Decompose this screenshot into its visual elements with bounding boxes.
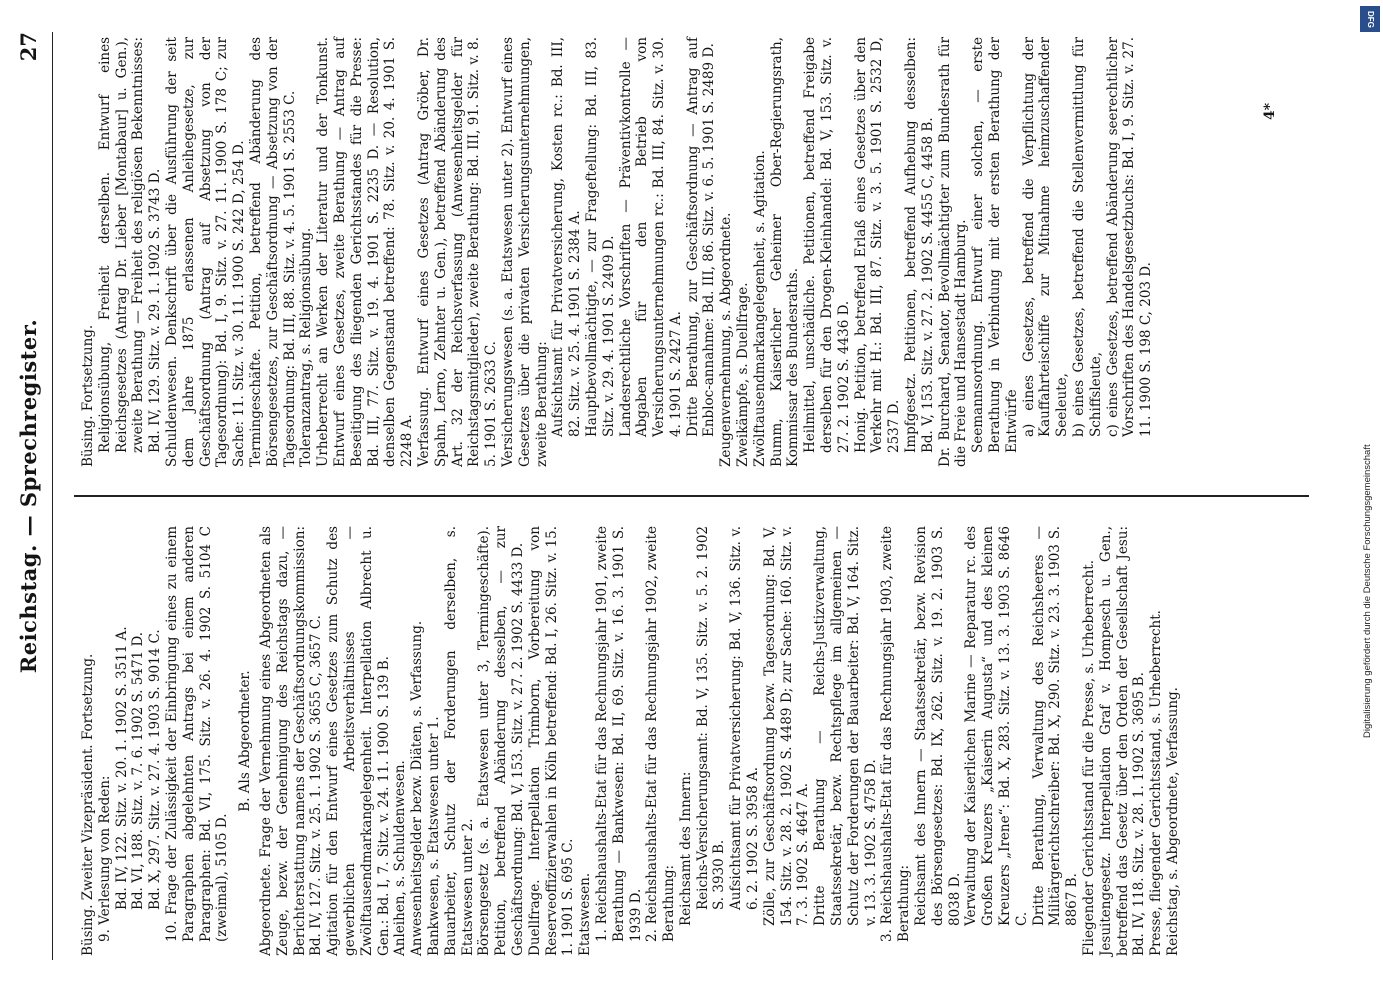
left-column-entry: Reichsamt des Innern — Staatssekretär, bezw. Revision des Börsengesetzes: Bd. IX, 262. Sitz. v. 19. 2. 1903 S. 8038 D.: [913, 526, 963, 926]
right-column: [80, 37, 1155, 467]
page-number: 27: [16, 32, 41, 62]
right-column-entry: Religionsübung, Freiheit derselben. Entwurf eines Reichsgesetzes (Antrag Dr. Lieber [Montabaur] u. Gen.), zweite Berathung — Freiheit des religiösen Bekenntnisses: Bd. IV, 129. Sitz. v. 29. 1. 1902 S. 3743 D.: [96, 37, 164, 453]
left-column-entry: Börsengesetz (s. a. Etatswesen unter 3, Termingeschäfte). Petition, betreffend Abänderung desselben, — zur Geschäftsordnung: Bd. V, 153. Sitz. v. 27. 2. 1902 S. 4433 D.: [476, 526, 526, 956]
left-column-entry: Etatswesen.: [577, 872, 594, 956]
left-column-entry: B. Als Abgeordneter.: [237, 670, 254, 812]
column-divider: [74, 495, 1309, 497]
left-column-entry: Bankwesen, s. Etatswesen unter 1.: [425, 716, 442, 956]
left-column-entry: 3. Reichshaushalts-Etat für das Rechnungsjahr 1903, zweite Berathung:: [879, 526, 913, 942]
left-column-entry: Fliegender Gerichtsstand für die Presse, s. Urheberrecht.: [1081, 559, 1098, 956]
right-column-entry: Bumm, Kaiserlicher Geheimer Ober-Regierungsrath, Kommissar des Bundesraths.: [768, 37, 802, 467]
right-column-entry: Zweikämpfe, s. Duellfrage.: [735, 282, 752, 467]
right-column-entry: Schuldenwesen. Denkschrift über die Ausführung der seit dem Jahre 1875 erlassenen Anleihegesetze, zur Geschäftsordnung (Antrag auf Absetzung von der Tagesordnung): Bd. I, 9. Sitz. v. 27. 11. 1900 S. 178 C; zur Sache: 11. Sitz. v. 30. 11. 1900 S. 242 D, 254 D.: [163, 37, 248, 467]
left-column-entry: Aufsichtsamt für Privatversicherung: Bd. V, 136. Sitz. v. 6. 2. 1902 S. 3958 A.: [728, 526, 762, 910]
right-column-entry: Zeugenvernehmung, s. Abgeordnete.: [718, 212, 735, 467]
signature-marker: 4*: [1262, 102, 1278, 120]
dfg-logo: DFG: [1360, 6, 1380, 32]
left-column-entry: Bd. IV, 122. Sitz. v. 20. 1. 1902 S. 3511 A.: [113, 626, 130, 910]
left-column-entry: Bd. VI, 188. Sitz. v. 7. 6. 1902 S. 5471 D.: [130, 631, 147, 910]
right-column-entry: b) eines Gesetzes, betreffend die Stellenvermittlung für Schiffsleute,: [1071, 37, 1104, 437]
left-column-entry: Reichstag, s. Abgeordnete, Verfassung.: [1165, 687, 1181, 956]
right-column-entry: Honig. Petition, betreffend Erlaß eines Gesetzes über den Verkehr mit H.: Bd. III, 87. Sitz. v. 3. 5. 1901 S. 2532 D, 2537 D.: [852, 37, 903, 453]
right-column-entry: Aufsichtsamt für Privatversicherung, Kosten rc.: Bd. III, 82. Sitz. v. 25. 4. 1901 S. 2384 A.: [550, 37, 584, 437]
running-head-right: Sprechregister.: [16, 318, 41, 508]
right-column-entry: Heilmittel, unschädliche. Petitionen, betreffend Freigabe derselben für den Drogen-Kleinhandel: Bd. V, 153. Sitz. v. 27. 2. 1902 S. 4436 D.: [802, 37, 852, 453]
header-rule: [52, 32, 53, 960]
left-column-entry: Anleihen, s. Schuldenwesen.: [392, 760, 409, 956]
right-column-entry: Toleranzantrag, s. Religionsübung.: [298, 227, 315, 467]
running-head-title: [16, 32, 41, 960]
left-column-entry: 9. Verlesung von Reden:: [96, 775, 113, 942]
left-column-entry: Duellfrage. Interpellation Trimborn, Vorbereitung von Reserveoffizierwahlen in Köln betreffend: Bd. I, 26. Sitz. v. 15. 1. 1901 S. 695 C.: [526, 526, 577, 956]
left-column-entry: Zölle, zur Geschäftsordnung bezw. Tagesordnung: Bd. V, 154. Sitz. v. 28. 2. 1902 S. 4489 D; zur Sache: 160. Sitz. v. 7. 3. 1902 S. 4647 A.: [761, 526, 812, 926]
running-head-dash: —: [16, 514, 41, 537]
right-column-entry: Termingeschäfte. Petition, betreffend Abänderung des Börsengesetzes, zur Geschäftsordnung — Absetzung von der Tagesordnung: Bd. III, 88. Sitz. v. 4. 5. 1901 S. 2553 C.: [247, 37, 298, 467]
left-column-entry: Anwesenheitsgelder bezw. Diäten, s. Verfassung.: [409, 620, 426, 956]
right-column-entry: Impfgesetz. Petitionen, betreffend Aufhebung desselben: Bd. V, 153. Sitz. v. 27. 2. 1902 S. 4455 C, 4458 B.: [903, 37, 936, 453]
right-column-entry: Landesrechtliche Vorschriften — Präventivkontrolle — Abgaben für den Betrieb von Versicherungsunternehmungen rc.: Bd. III, 84. Sitz. v. 30. 4. 1901 S. 2427 A.: [617, 37, 684, 437]
right-column-entry: c) eines Gesetzes, betreffend Abänderung seerechtlicher Vorschriften des Handelsgesetzbuchs: Bd. I, 9. Sitz. v. 27. 11. 1900 S. 198 C, 203 D.: [1104, 37, 1155, 437]
right-column-entry: Dr. Burchard, Senator, Bevollmächtigter zum Bundesrath für die Freie und Hansestadt Hamburg.: [936, 37, 970, 467]
left-column-entry: Reichsamt des Innern:: [677, 771, 694, 926]
left-column-entry: 1. Reichshaushalts-Etat für das Rechnungsjahr 1901, zweite Berathung — Bankwesen: Bd. II, 69. Sitz. v. 16. 3. 1901 S. 1939 D.: [593, 526, 644, 942]
left-column-entry: Büsing. Zweiter Vizepräsident. Fortsetzung.: [80, 653, 96, 956]
left-column-entry: Bd. X, 297. Sitz. v. 27. 4. 1903 S. 9014 C.: [147, 629, 164, 910]
left-column-entry: Bauarbeiter, Schutz der Forderungen derselben, s. Etatswesen unter 2.: [442, 526, 476, 956]
left-column-entry: Dritte Berathung — Reichs-Justizverwaltung, Staatssekretär, bezw. Rechtspflege im allgemeinen — Schutz der Forderungen der Bauarbeiter: Bd. V, 164. Sitz. v. 13. 3. 1902 S. 4758 D.: [812, 526, 879, 926]
right-column-entry: Seemannsordnung. Entwurf einer solchen, — erste Berathung in Verbindung mit der ersten Berathung der Entwürfe: [970, 37, 1020, 453]
left-column-entry: Verwaltung der Kaiserlichen Marine — Reparatur rc. des Großen Kreuzers „Kaiserin Augusta“ und des kleinen Kreuzers „Irene“: Bd. X, 283. Sitz. v. 13. 3. 1903 S. 8646 C.: [963, 526, 1030, 926]
digitization-notice: Digitalisierung gefördert durch die Deutsche Forschungsgemeinschaft: [1362, 444, 1373, 738]
left-column-entry: Reichs-Versicherungsamt: Bd. V, 135. Sitz. v. 5. 2. 1902 S. 3930 B.: [694, 526, 728, 910]
right-column-entry: Urheberrecht an Werken der Literatur und der Tonkunst. Entwurf eines Gesetzes, zweite Berathung — Antrag auf Beseitigung des fliegenden Gerichtsstandes für die Presse: Bd. III, 77. Sitz. v. 19. 4. 1901 S. 2235 D. — Resolution, denselben Gegenstand betreffend: 78. Sitz. v. 20. 4. 1901 S. 2248 A.: [315, 37, 416, 467]
left-column-entry: Abgeordnete. Frage der Vernehmung eines Abgeordneten als Zeuge, bezw. der Genehmigung des Reichstags dazu, — Berichterstattung namens der Geschäftsordnungskommission: Bd. IV, 127. Sitz. v. 25. 1. 1902 S. 3655 C, 3657 C.: [257, 526, 325, 956]
left-column-entry: Dritte Berathung, Verwaltung des Reichsheeres — Militärgerichtschreiber: Bd. X, 290. Sitz. v. 23. 3. 1903 S. 8867 B.: [1030, 526, 1081, 926]
left-column-entry: 2. Reichshaushalts-Etat für das Rechnungsjahr 1902, zweite Berathung:: [644, 526, 678, 942]
right-column-entry: Versicherungswesen (s. a. Etatswesen unter 2). Entwurf eines Gesetzes über die privaten Versicherungsunternehmungen, zweite Berathung:: [499, 37, 550, 467]
left-column-entry: Jesuitengesetz. Interpellation Graf v. Hompesch u. Gen., betreffend das Gesetz über den Orden der Gesellschaft Jesu: Bd. IV, 118. Sitz. v. 28. 1. 1902 S. 3695 B.: [1097, 526, 1148, 956]
right-column-entry: a) eines Gesetzes, betreffend die Verpflichtung der Kauffahrteischiffe zur Mitnahme heimzuschaffender Seeleute,: [1020, 37, 1071, 437]
left-column: [80, 526, 1182, 956]
left-column-entry: 10. Frage der Zulässigkeit der Einbringung eines zu einem Paragraphen abgelehnten Antrags bei einem anderen Paragraphen: Bd. VI, 175. Sitz. v. 26. 4. 1902 S. 5104 C (zweimal), 5105 D.: [163, 526, 231, 942]
left-column-entry: Agitation für den Entwurf eines Gesetzes zum Schutz des gewerblichen Arbeitsverhältnisses — Zwölftausendmarkangelegenheit. Interpellation Albrecht u. Gen.: Bd. I, 7. Sitz. v. 24. 11. 1900 S. 139 B.: [325, 526, 392, 956]
left-column-entry: Presse, fliegender Gerichtsstand, s. Urheberrecht.: [1148, 610, 1165, 956]
digitization-strip: [1358, 0, 1383, 1000]
right-column-entry: Hauptbevollmächtigte, — zur Frageftellung: Bd. III, 83. Sitz. v. 29. 4. 1901 S. 2409 D.: [583, 37, 617, 437]
right-column-entry: Zwölftausendmarkangelegenheit, s. Agitation.: [751, 150, 768, 467]
right-column-entry: Büsing. Fortsetzung.: [80, 324, 96, 467]
running-head-left: Reichstag.: [16, 544, 41, 674]
right-column-entry: Verfassung. Entwurf eines Gesetzes (Antrag Gröber, Dr. Spahn, Lerno, Zehnter u. Gen.), betreffend Abänderung des Art. 32 der Reichsverfassung (Anwesenheitsgelder für Reichstagsmitglieder), zweite Berathung: Bd. III, 91. Sitz. v. 8. 5. 1901 S. 2633 C.: [415, 37, 500, 467]
running-head: [16, 32, 46, 960]
right-column-entry: Dritte Berathung, zur Geschäftsordnung — Antrag auf Enbloc-annahme: Bd. III, 86. Sitz. v. 6. 5. 1901 S. 2489 D.: [684, 37, 718, 437]
